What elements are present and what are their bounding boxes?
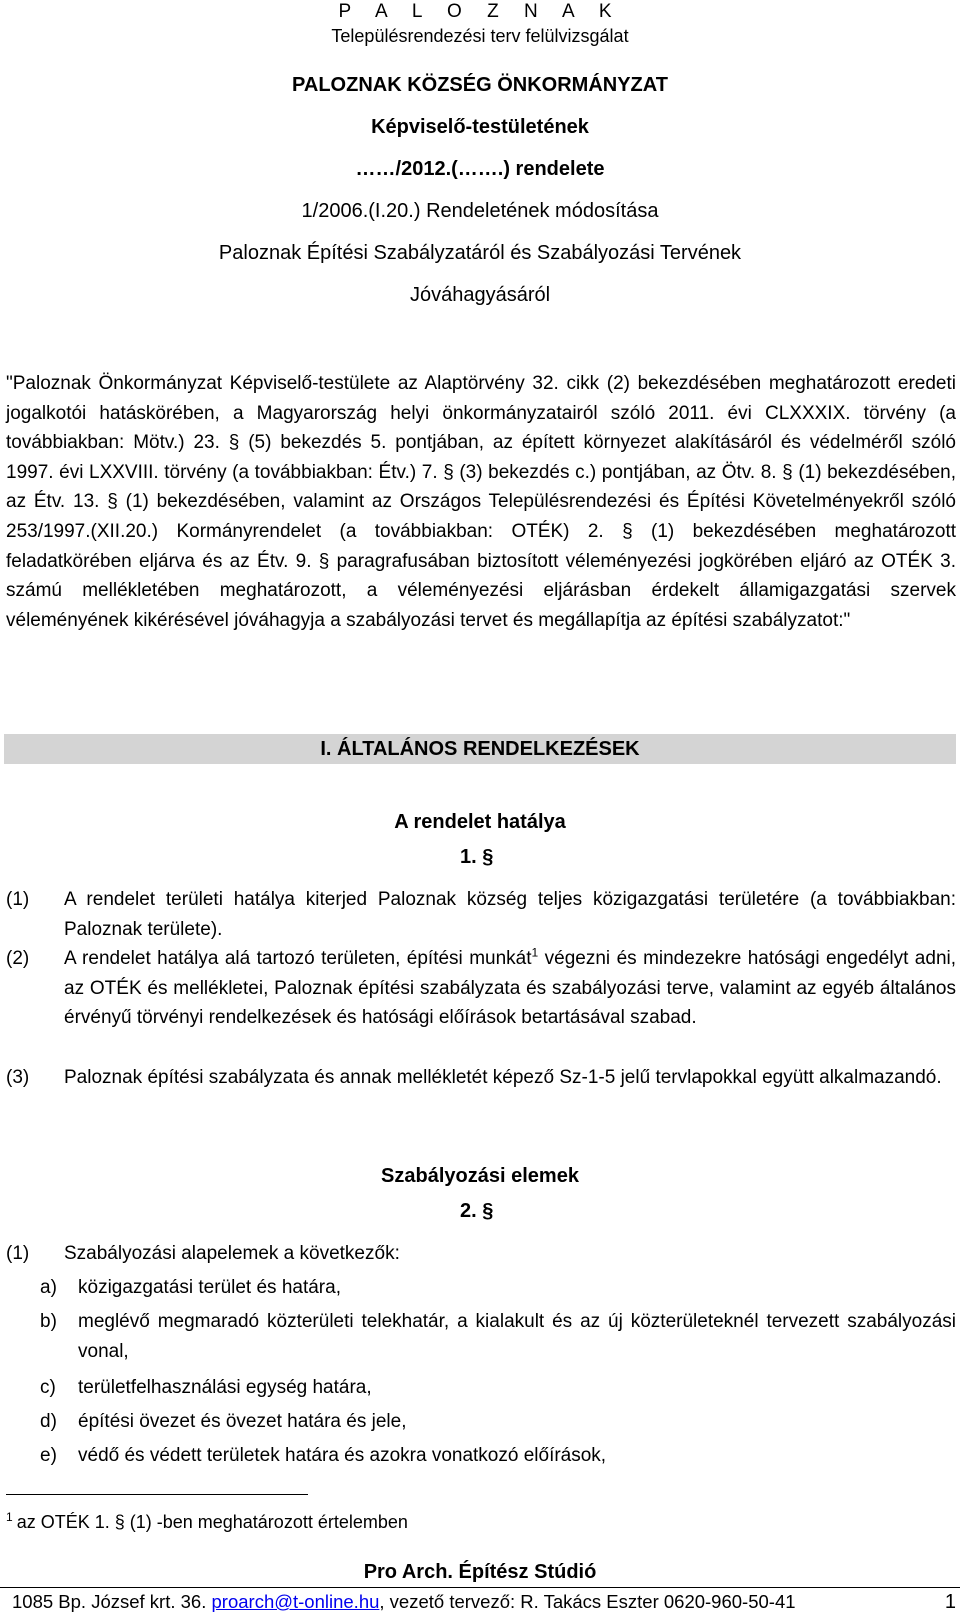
section-1-title: A rendelet hatálya: [394, 811, 566, 833]
list-item-text: építési övezet és övezet határa és jele,: [78, 1411, 407, 1432]
list-item-letter: a): [40, 1277, 57, 1298]
footnote-number: 1: [6, 1510, 13, 1524]
list-item-letter: d): [40, 1411, 57, 1432]
section-2-title: Szabályozási elemek: [381, 1165, 579, 1187]
footer-address: 1085 Bp. József krt. 36.: [12, 1591, 212, 1612]
footer-designer: , vezető tervező: R. Takács Eszter 0620-960-50-41: [379, 1591, 796, 1612]
footer: [12, 1588, 956, 1616]
list-item-text: védő és védett területek határa és azokra vonatkozó előírások,: [78, 1445, 607, 1466]
footnote-reference: 1: [531, 945, 539, 960]
footnote-text: az OTÉK 1. § (1) -ben meghatározott értelemben: [16, 1512, 408, 1532]
section-1-paragraph-3: [6, 1063, 956, 1093]
paragraph-text: A rendelet hatálya alá tartozó területen, építési munkát$^1$ végezni és mindezekre hatósági engedélyt adni, az OTÉK és mellékletei, Paloznak építési szabályzata és szabályozási terve, valamint az egyéb általános érvényű törvényi rendelkezések és hatósági előírások betartásával szabad.: [64, 945, 957, 1029]
footnote: [6, 1510, 408, 1534]
title-amendment: 1/2006.(I.20.) Rendeletének módosítása: [301, 200, 659, 222]
list-item: [40, 1307, 956, 1366]
list-item-letter: e): [40, 1445, 57, 1466]
studio-name: Pro Arch. Építész Stúdió: [363, 1561, 597, 1583]
title-approval: Jóváhagyásáról: [409, 284, 551, 306]
list-item-text: területfelhasználási egység határa,: [78, 1377, 372, 1398]
list-item: [40, 1373, 956, 1403]
list-item-text: közigazgatási terület és határa,: [78, 1277, 341, 1298]
list-item-letter: c): [40, 1377, 56, 1398]
paragraph-text: Szabályozási alapelemek a következők:: [64, 1243, 400, 1264]
page-number: 1: [944, 1591, 956, 1613]
list-item: [40, 1441, 956, 1471]
title-municipality: PALOZNAK KÖZSÉG ÖNKORMÁNYZAT: [292, 74, 668, 96]
email-link[interactable]: proarch@t-online.hu: [211, 1591, 380, 1612]
header-town: P A L O Z N A K: [338, 1, 622, 22]
preamble-text: "Paloznak Önkormányzat Képviselő-testülete az Alaptörvény 32. cikk (2) bekezdésében meghatározott eredeti jogalkotói hatáskörében, a Magyarország helyi önkormányzatairól szóló 2011. évi CLXXXIX. törvény (a továbbiakban: Mötv.) 23. § (5) bekezdés 5. pontjában, az épített környezet alakításáról és védelméről szóló 1997. évi LXXVIII. törvény (a továbbiakban: Étv.) 7. § (3) bekezdés c.) pontjában, az Ötv. 8. § (1) bekezdésében, az Étv. 13. § (1) bekezdésében, valamint az Országos Településrendezési és Építési Követelményekről szóló 253/1997.(XII.20.) Kormányrendelet (a továbbiakban: OTÉK) 2. § (1) bekezdésében meghatározott feladatkörében eljárva és az Étv. 9. § paragrafusában biztosított véleményezési jogkörében eljáró az OTÉK 3. számú mellékletében meghatározott, a véleményezési eljárásban érdekelt államigazgatási szervek véleményének kikérésével jóváhagyja a szabályozási tervet és megállapítja az építési szabályzatot:": [6, 373, 956, 631]
list-item-letter: b): [40, 1311, 57, 1332]
paragraph-number: (2): [6, 948, 30, 969]
list-item: [40, 1273, 956, 1303]
section-1-paragraph-1: [6, 885, 956, 944]
list-item-text: meglévő megmaradó közterületi telekhatár, a kialakult és az új közterületeknél tervezett szabályozási vonal,: [78, 1311, 956, 1362]
chapter-title: I. ÁLTALÁNOS RENDELKEZÉSEK: [320, 738, 640, 760]
paragraph-text: A rendelet területi hatálya kiterjed Paloznak község teljes közigazgatási területére (a továbbiakban: Paloznak területe).: [64, 889, 956, 940]
title-body: Képviselő-testületének: [371, 116, 589, 138]
title-decree-number: ……/2012.(…….) rendelete: [355, 158, 605, 180]
section-2-number: 2. §: [460, 1200, 494, 1222]
list-item: [40, 1407, 956, 1437]
paragraph-number: (3): [6, 1067, 30, 1088]
section-2-paragraph-1: [6, 1239, 956, 1269]
section-1-number: 1. §: [460, 846, 494, 868]
paragraph-number: (1): [6, 1243, 30, 1264]
paragraph-number: (1): [6, 889, 30, 910]
title-subject: Paloznak Építési Szabályzatáról és Szabályozási Tervének: [218, 242, 742, 264]
header-subtitle: Településrendezési terv felülvizsgálat: [331, 26, 629, 46]
footnote-separator: [6, 1494, 308, 1495]
paragraph-text: Paloznak építési szabályzata és annak mellékletét képező Sz-1-5 jelű tervlapokkal együtt alkalmazandó.: [64, 1067, 942, 1088]
section-1-paragraph-2: [6, 944, 956, 1033]
